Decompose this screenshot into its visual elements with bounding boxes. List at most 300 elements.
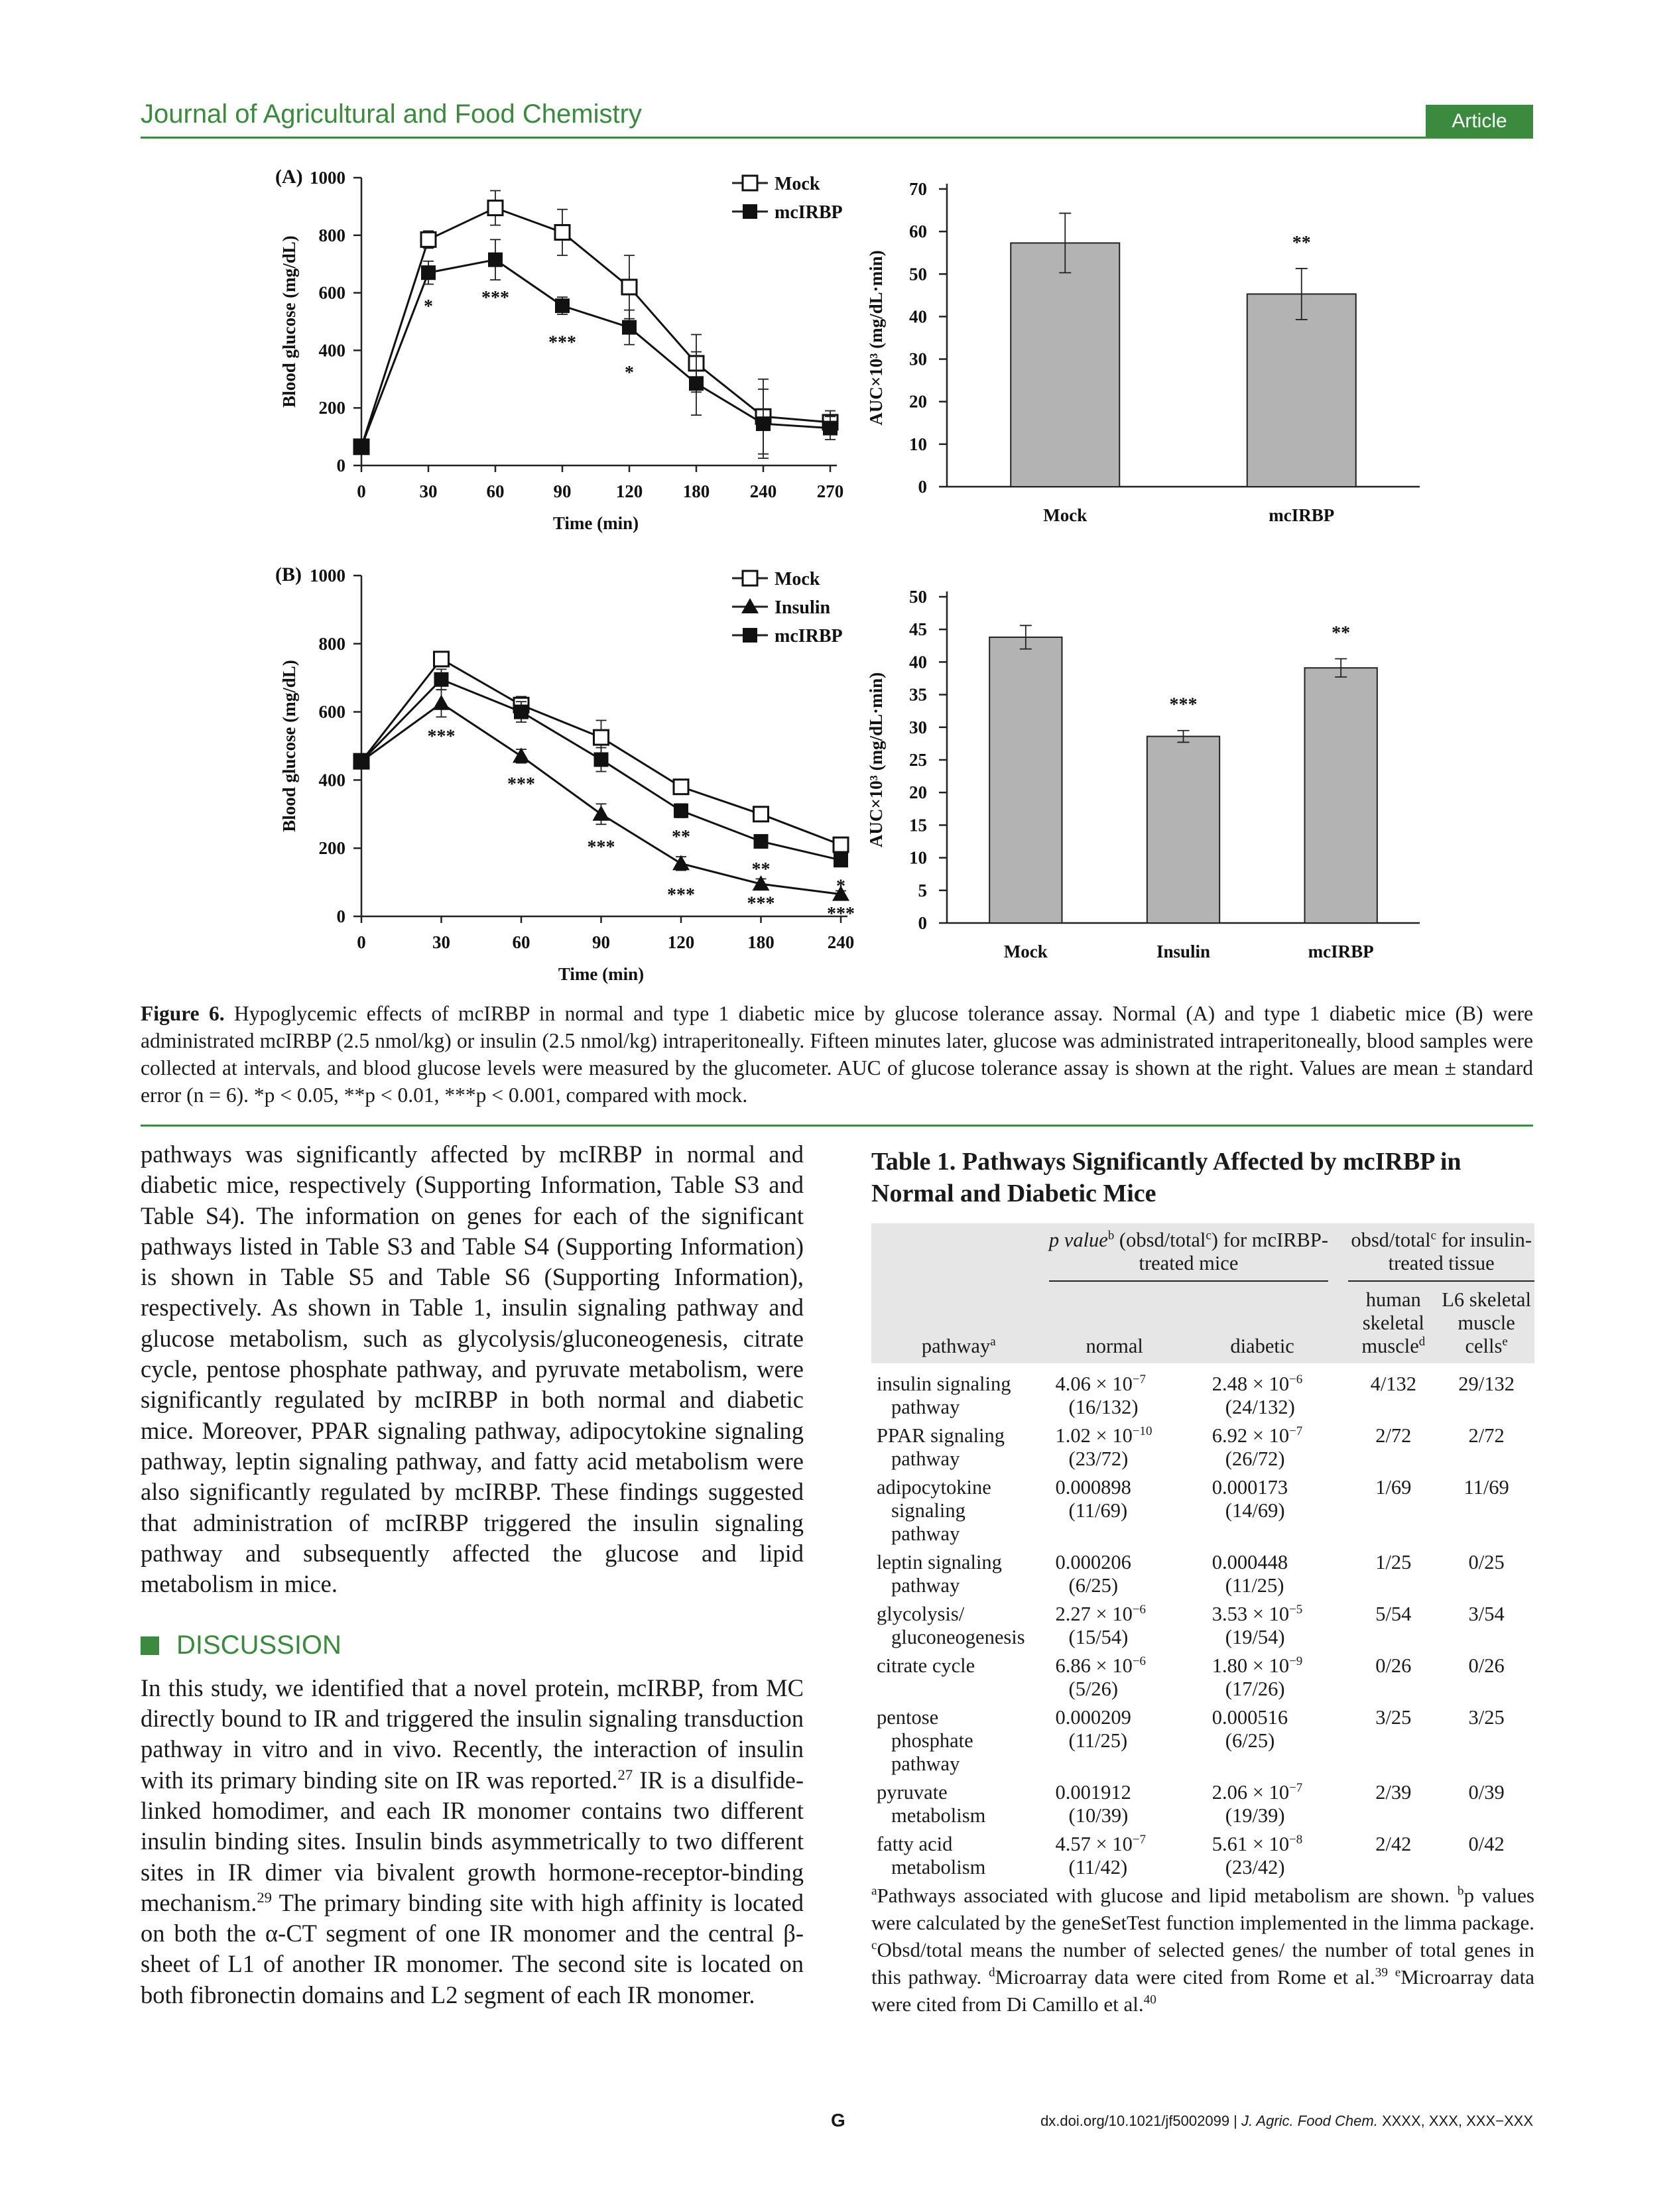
normal-cell <box>1041 1701 1188 1776</box>
normal-pvalue-exp: −7 <box>1132 1372 1146 1386</box>
footnote-c: Obsd/total means the number of selected genes/ the number of total genes in this pathway. <box>871 1938 1534 1989</box>
human-cell: 2/72 <box>1375 1424 1412 1447</box>
header-insulin-end: for insulin-treated tissue <box>1388 1229 1532 1274</box>
pathway-name-3: pathway <box>891 1752 960 1775</box>
normal-count: (15/54) <box>1068 1626 1129 1648</box>
diabetic-count: (19/39) <box>1225 1804 1285 1827</box>
x-tick-label: 180 <box>682 481 710 501</box>
pathway-name-1: insulin signaling <box>877 1373 1011 1395</box>
y-tick-label: 5 <box>918 880 927 900</box>
human-cell: 3/25 <box>1375 1706 1412 1729</box>
heading-square-icon <box>141 1636 159 1655</box>
data-point-insulin <box>593 806 610 821</box>
normal-count: (11/25) <box>1068 1729 1128 1752</box>
x-tick-label: 60 <box>512 932 530 952</box>
normal-count: (16/132) <box>1068 1396 1139 1418</box>
x-tick-label: 90 <box>553 481 572 501</box>
significance-label: ** <box>1332 623 1351 644</box>
bar-mcirbp <box>1247 294 1356 487</box>
y-tick-label: 800 <box>318 225 345 245</box>
pathway-name-2: pathway <box>891 1574 960 1597</box>
col-pathway-sup: a <box>990 1334 996 1349</box>
data-point-mock <box>421 232 436 247</box>
diabetic-cell <box>1188 1701 1337 1776</box>
y-tick-label: 600 <box>318 282 345 303</box>
diabetic-pvalue-base: 1.80 × 10 <box>1212 1654 1290 1677</box>
x-tick-label: 270 <box>816 481 844 501</box>
data-point-mock <box>754 807 769 822</box>
footer-doi[interactable]: dx.doi.org/10.1021/jf5002099 | <box>1040 2113 1242 2129</box>
y-tick-label: 35 <box>909 684 927 705</box>
x-tick-label: 120 <box>615 481 643 501</box>
y-tick-label: 30 <box>909 717 927 737</box>
data-point-insulin <box>433 695 450 710</box>
pathway-cell <box>871 1471 1041 1546</box>
diabetic-cell <box>1188 1827 1337 1879</box>
x-tick-label: 0 <box>357 481 366 501</box>
normal-cell <box>1041 1546 1188 1597</box>
legend-marker-mcirbp <box>743 628 757 643</box>
data-point-mcirbp <box>514 705 529 719</box>
pathway-cell <box>871 1649 1041 1701</box>
category-label: Insulin <box>1156 942 1211 961</box>
pathway-cell <box>871 1776 1041 1827</box>
para2-part-a: In this study, we identified that a novel protein, mcIRBP, from MC directly bound to IR and triggered the insulin signaling transduction pathway in vitro and in vivo. Recently, the interaction of insulin with its primary binding site on IR was reported. <box>141 1674 804 1794</box>
data-point-mcirbp <box>823 421 838 436</box>
normal-cell <box>1041 1363 1188 1419</box>
y-tick-label: 0 <box>336 906 345 926</box>
data-point-mcirbp <box>555 298 570 313</box>
significance-label: *** <box>548 332 576 353</box>
diabetic-pvalue <box>1212 1654 1337 1678</box>
normal-count: (5/26) <box>1068 1678 1119 1700</box>
l6-cell: 0/42 <box>1468 1833 1505 1855</box>
normal-cell <box>1041 1649 1188 1701</box>
normal-count: (6/25) <box>1068 1574 1119 1597</box>
diabetic-pvalue <box>1212 1781 1337 1804</box>
ref-29[interactable]: 29 <box>257 1888 272 1906</box>
data-point-mcirbp <box>754 834 769 849</box>
normal-cell <box>1041 1827 1188 1879</box>
x-tick-label: 120 <box>667 932 695 952</box>
pathway-cell <box>871 1597 1041 1649</box>
diabetic-pvalue-base: 3.53 × 10 <box>1212 1603 1290 1625</box>
normal-pvalue-base: 4.57 × 10 <box>1055 1833 1133 1855</box>
diabetic-pvalue <box>1212 1476 1337 1499</box>
pathway-name-1: adipocytokine <box>877 1476 991 1499</box>
data-point-mcirbp <box>756 416 771 431</box>
y-tick-label: 0 <box>918 477 927 497</box>
y-axis-label: AUC×10³ (mg/dL·min) <box>866 250 886 426</box>
human-cell: 4/132 <box>1370 1373 1417 1395</box>
pathway-name-1: PPAR signaling <box>877 1424 1005 1447</box>
article-badge: Article <box>1426 105 1533 138</box>
diabetic-count: (23/42) <box>1225 1856 1285 1878</box>
table-row <box>871 1419 1534 1471</box>
y-tick-label: 40 <box>909 652 927 672</box>
significance-label: *** <box>427 726 456 747</box>
bar-mcirbp <box>1305 668 1377 923</box>
diabetic-count: (26/72) <box>1225 1447 1285 1470</box>
human-cell: 0/26 <box>1375 1654 1412 1677</box>
data-point-mock <box>434 652 449 666</box>
significance-label: ** <box>751 859 771 881</box>
body-left-column <box>141 1139 804 2010</box>
data-point-mcirbp <box>674 804 688 818</box>
normal-count: (11/42) <box>1068 1856 1128 1878</box>
pathway-cell <box>871 1701 1041 1776</box>
normal-count: (10/39) <box>1068 1804 1129 1827</box>
y-tick-label: 10 <box>909 847 927 868</box>
y-tick-label: 50 <box>909 264 927 284</box>
normal-pvalue <box>1056 1476 1188 1499</box>
ref-40[interactable]: 40 <box>1143 1993 1156 2007</box>
significance-label: *** <box>747 893 775 914</box>
diabetic-pvalue <box>1212 1603 1337 1626</box>
pathway-name-3: pathway <box>891 1522 960 1545</box>
diabetic-pvalue-base: 0.000448 <box>1212 1551 1288 1573</box>
diabetic-count: (14/69) <box>1225 1499 1285 1522</box>
l6-cell: 0/25 <box>1468 1551 1505 1573</box>
para2-part-b: IR is a disulfide-linked homodimer, and each IR monomer contains two different insulin binding sites. Insulin binds asymmetrically to two different sites in IR dimer via bivalent growth hormone-receptor-binding mechanism. <box>141 1766 804 1916</box>
y-tick-label: 25 <box>909 750 927 770</box>
panel-label: (A) <box>275 166 303 188</box>
data-point-mock <box>674 780 688 794</box>
data-point-mcirbp <box>354 754 369 768</box>
legend-marker-mock <box>743 571 757 585</box>
footer-citation <box>1040 2113 1533 2130</box>
data-point-mcirbp <box>488 253 503 267</box>
x-axis-label: Time (min) <box>558 964 645 984</box>
figure-caption <box>141 1000 1533 1109</box>
table-row <box>871 1471 1534 1546</box>
l6-cell: 3/54 <box>1468 1603 1505 1625</box>
normal-pvalue-base: 0.000206 <box>1055 1551 1131 1573</box>
data-point-mcirbp <box>421 265 436 280</box>
data-point-mock <box>622 280 637 294</box>
legend-label: mcIRBP <box>775 626 843 646</box>
y-tick-label: 40 <box>909 306 927 327</box>
normal-pvalue-exp: −6 <box>1132 1654 1146 1668</box>
table-1 <box>871 1223 1534 1879</box>
body-paragraph-1: pathways was significantly affected by mcIRBP in normal and diabetic mice, respectively (Supporting Information, Table S3 and Table S4). The information on genes for each of the significant pathways listed in Table S3 and Table S4 (Supporting Information) is shown in Table S5 and Table S6 (Supporting Information), respectively. As shown in Table 1, insulin signaling pathway and glucose metabolism, such as glycolysis/gluconeogenesis, citrate cycle, pentose phosphate pathway, and pyruvate metabolism, were significantly regulated by mcIRBP in both normal and diabetic mice. Moreover, PPAR signaling pathway, adipocytokine signaling pathway, leptin signaling pathway, and fatty acid metabolism were also significantly regulated by mcIRBP. These findings suggested that administration of mcIRBP triggered the insulin signaling pathway and subsequently affected the glucose and lipid metabolism in mice. <box>141 1140 804 1598</box>
legend-marker-mock <box>743 176 757 190</box>
diabetic-pvalue-base: 0.000516 <box>1212 1706 1288 1729</box>
col-normal: normal <box>1041 1288 1188 1363</box>
l6-cell: 3/25 <box>1468 1706 1505 1729</box>
data-point-mcirbp <box>689 376 704 391</box>
x-tick-label: 240 <box>749 481 777 501</box>
human-cell: 2/42 <box>1375 1833 1412 1855</box>
pathway-name-1: fatty acid <box>877 1833 953 1855</box>
y-tick-label: 400 <box>318 770 345 790</box>
normal-cell <box>1041 1776 1188 1827</box>
y-tick-label: 400 <box>318 340 345 361</box>
pathway-name-1: leptin signaling <box>877 1551 1002 1573</box>
header-group-mcirbp <box>1041 1223 1337 1288</box>
bar-mock <box>1011 243 1119 487</box>
diabetic-count: (19/54) <box>1225 1626 1285 1648</box>
diabetic-pvalue-exp: −6 <box>1289 1372 1303 1386</box>
diabetic-pvalue-base: 5.61 × 10 <box>1212 1833 1290 1855</box>
y-axis-label: Blood glucose (mg/dL) <box>279 235 299 408</box>
human-cell: 1/25 <box>1375 1551 1412 1573</box>
human-cell: 1/69 <box>1375 1476 1412 1499</box>
category-label: Mock <box>1003 942 1048 961</box>
normal-cell <box>1041 1597 1188 1649</box>
table-row <box>871 1701 1534 1776</box>
normal-pvalue-exp: −6 <box>1132 1602 1146 1617</box>
pathway-name-2: pathway <box>891 1396 960 1418</box>
col-l6-sup: e <box>1502 1334 1508 1349</box>
diabetic-count: (6/25) <box>1225 1729 1275 1752</box>
pathway-cell <box>871 1827 1041 1879</box>
normal-pvalue <box>1056 1706 1188 1729</box>
data-point-mock <box>555 225 570 239</box>
x-tick-label: 90 <box>592 932 610 952</box>
normal-cell <box>1041 1471 1188 1546</box>
footer-journal: J. Agric. Food Chem. <box>1241 2113 1378 2129</box>
y-tick-label: 0 <box>336 456 345 475</box>
table-row <box>871 1827 1534 1879</box>
y-axis-label: Blood glucose (mg/dL) <box>279 660 299 832</box>
y-tick-label: 30 <box>909 349 927 369</box>
pathway-name-2: pathway <box>891 1447 960 1470</box>
pathway-name-2: phosphate <box>891 1729 973 1752</box>
header-obsd-total: obsd/total <box>1351 1229 1431 1251</box>
data-point-mcirbp <box>354 440 369 454</box>
normal-cell <box>1041 1419 1188 1471</box>
col-pathway <box>871 1288 1041 1363</box>
bar-mock <box>989 637 1062 923</box>
y-tick-label: 45 <box>909 619 927 640</box>
normal-pvalue <box>1056 1424 1188 1447</box>
diabetic-pvalue-base: 2.48 × 10 <box>1212 1373 1290 1395</box>
footnote-b: p values were calculated by the geneSetTest function implemented in the limma package. <box>871 1884 1534 1934</box>
table-header-row-1 <box>871 1223 1534 1288</box>
body-paragraph-2 <box>141 1673 804 2010</box>
y-tick-label: 15 <box>909 815 927 835</box>
diabetic-cell <box>1188 1546 1337 1597</box>
legend-label: Mock <box>775 569 820 589</box>
data-point-mock <box>594 730 609 745</box>
col-human <box>1336 1288 1438 1363</box>
significance-label: * <box>836 876 845 897</box>
normal-pvalue <box>1056 1373 1188 1396</box>
y-tick-label: 200 <box>318 838 345 859</box>
footnote-a: Pathways associated with glucose and lipid metabolism are shown. <box>877 1884 1450 1907</box>
diabetic-pvalue <box>1212 1373 1337 1396</box>
header-group-insulin <box>1336 1223 1534 1288</box>
ref-39[interactable]: 39 <box>1375 1965 1388 1980</box>
y-tick-label: 1000 <box>310 566 345 585</box>
data-point-mcirbp <box>594 753 609 767</box>
col-l6-label: L6 skeletal muscle cells <box>1442 1288 1531 1357</box>
col-pathway-label: pathway <box>921 1335 991 1357</box>
pathways-table <box>871 1223 1534 1879</box>
normal-count: (11/69) <box>1068 1499 1128 1522</box>
normal-pvalue <box>1056 1781 1188 1804</box>
diabetic-pvalue-exp: −7 <box>1289 1424 1303 1438</box>
table-row <box>871 1363 1534 1419</box>
caption-label: Figure 6. <box>141 1002 225 1025</box>
human-cell: 5/54 <box>1375 1603 1412 1625</box>
data-point-insulin <box>672 855 690 870</box>
table-row <box>871 1649 1534 1701</box>
data-point-mcirbp <box>434 672 449 687</box>
panel-label: (B) <box>275 564 302 585</box>
diabetic-pvalue-base: 6.92 × 10 <box>1212 1424 1290 1447</box>
category-label: mcIRBP <box>1269 505 1335 525</box>
diabetic-cell <box>1188 1419 1337 1471</box>
significance-label: *** <box>827 903 855 924</box>
header-empty-cell <box>871 1223 1041 1288</box>
table-footnotes: $^a$Pathways associated with glucose and lipid metabolism are shown. $^b$p values were calculated by the geneSetTest function implemented in the limma package. $^c$Obsd/total means the number of selected genes/ the number of total genes in this pathway. $^d$Microarray data were cited from Rome et al.$^{39}$ $^e$Microarray data were cited from Di Camillo et al.$^{40}$ <box>871 1884 1534 2016</box>
data-point-insulin <box>513 747 530 763</box>
y-tick-label: 20 <box>909 782 927 803</box>
significance-label: * <box>625 362 634 383</box>
data-point-mcirbp <box>834 853 848 867</box>
diabetic-cell <box>1188 1471 1337 1546</box>
table-row <box>871 1597 1534 1649</box>
normal-pvalue-base: 4.06 × 10 <box>1055 1373 1133 1395</box>
col-human-sup: d <box>1418 1334 1426 1349</box>
y-tick-label: 800 <box>318 633 345 654</box>
normal-pvalue <box>1056 1654 1188 1678</box>
footnote-d: Microarray data were cited from Rome et al. <box>995 1965 1375 1989</box>
header-p: p value <box>1048 1229 1108 1251</box>
normal-pvalue-base: 1.02 × 10 <box>1055 1424 1133 1447</box>
x-tick-label: 180 <box>747 932 775 952</box>
diabetic-pvalue-exp: −9 <box>1289 1654 1303 1668</box>
y-tick-label: 600 <box>318 702 345 722</box>
diabetic-pvalue <box>1212 1833 1337 1856</box>
l6-cell: 29/132 <box>1458 1373 1515 1395</box>
legend-label: mcIRBP <box>775 202 843 223</box>
y-tick-label: 10 <box>909 434 927 454</box>
significance-label: *** <box>587 837 615 858</box>
footnote-e: Microarray data were cited from Di Camillo et al. <box>871 1965 1534 2016</box>
x-tick-label: 0 <box>357 932 366 952</box>
normal-pvalue-base: 0.001912 <box>1055 1781 1131 1804</box>
diabetic-pvalue-exp: −5 <box>1289 1602 1303 1617</box>
col-diabetic: diabetic <box>1188 1288 1337 1363</box>
diabetic-cell <box>1188 1597 1337 1649</box>
pathway-name-2: metabolism <box>891 1804 986 1827</box>
l6-cell: 11/69 <box>1463 1476 1509 1499</box>
discussion-heading <box>141 1630 804 1660</box>
discussion-heading-text: DISCUSSION <box>176 1630 342 1660</box>
figure-6 <box>0 0 1679 995</box>
header-obsd: (obsd/total <box>1114 1229 1206 1251</box>
normal-pvalue-base: 6.86 × 10 <box>1055 1654 1133 1677</box>
pathway-name-1: pentose <box>877 1706 939 1729</box>
category-label: mcIRBP <box>1308 942 1374 961</box>
significance-label: *** <box>481 288 509 309</box>
normal-count: (23/72) <box>1068 1447 1129 1470</box>
x-tick-label: 60 <box>486 481 505 501</box>
header-sup-c2: c <box>1430 1228 1437 1243</box>
normal-pvalue-base: 0.000898 <box>1055 1476 1131 1499</box>
x-tick-label: 30 <box>432 932 450 952</box>
y-tick-label: 20 <box>909 391 927 412</box>
footer-volume: XXXX, XXX, XXX−XXX <box>1377 2113 1533 2129</box>
table-row <box>871 1776 1534 1827</box>
y-tick-label: 60 <box>909 221 927 242</box>
normal-pvalue-base: 0.000209 <box>1055 1706 1131 1729</box>
pathway-name-1: pyruvate <box>877 1781 948 1804</box>
legend-label: Mock <box>775 174 820 194</box>
header-sup-b: b <box>1107 1228 1115 1243</box>
diabetic-count: (17/26) <box>1225 1678 1285 1700</box>
diabetic-cell <box>1188 1776 1337 1827</box>
diabetic-pvalue-exp: −7 <box>1289 1780 1303 1795</box>
diabetic-cell <box>1188 1649 1337 1701</box>
x-axis-label: Time (min) <box>552 513 639 533</box>
human-cell: 2/39 <box>1375 1781 1412 1804</box>
y-axis-label: AUC×10³ (mg/dL·min) <box>866 672 886 848</box>
header-mcirbp-end: ) for mcIRBP-treated mice <box>1139 1229 1328 1274</box>
l6-cell: 0/39 <box>1468 1781 1505 1804</box>
significance-label: ** <box>1292 232 1311 253</box>
significance-label: *** <box>1169 694 1198 715</box>
data-point-mock <box>834 837 848 852</box>
para2-part-c: The primary binding site with high affinity is located on both the α-CT segment of one IR monomer and the central β-sheet of L1 of another IR monomer. The second site is located on both fibronectin domains and L2 segment of each IR monomer. <box>141 1888 804 2008</box>
diabetic-pvalue <box>1212 1551 1337 1574</box>
journal-title: Journal of Agricultural and Food Chemistry <box>141 99 642 129</box>
l6-cell: 0/26 <box>1468 1654 1505 1677</box>
y-tick-label: 50 <box>909 587 927 607</box>
legend-marker-mcirbp <box>743 204 757 219</box>
diabetic-pvalue-base: 0.000173 <box>1212 1476 1288 1499</box>
l6-cell: 2/72 <box>1468 1424 1505 1447</box>
normal-pvalue <box>1056 1551 1188 1574</box>
pathway-name-1: glycolysis/ <box>877 1603 965 1625</box>
normal-pvalue-exp: −10 <box>1132 1424 1152 1438</box>
y-tick-label: 1000 <box>310 168 345 188</box>
legend-label: Insulin <box>775 597 831 618</box>
data-point-mcirbp <box>622 320 637 335</box>
x-tick-label: 30 <box>419 481 438 501</box>
normal-pvalue <box>1056 1603 1188 1626</box>
pathway-name-2: gluconeogenesis <box>891 1626 1025 1648</box>
caption-rule <box>141 1125 1533 1127</box>
page-number: G <box>831 2110 845 2130</box>
pathway-name-2: metabolism <box>891 1856 986 1878</box>
y-tick-label: 70 <box>909 179 927 199</box>
pathway-cell <box>871 1546 1041 1597</box>
significance-label: *** <box>507 774 535 795</box>
col-human-label: human skeletal muscle <box>1361 1288 1424 1357</box>
diabetic-pvalue-exp: −8 <box>1289 1832 1303 1847</box>
y-tick-label: 0 <box>918 913 927 933</box>
table-title: Table 1. Pathways Significantly Affected by mcIRBP in Normal and Diabetic Mice <box>871 1148 1461 1207</box>
category-label: Mock <box>1043 505 1088 525</box>
diabetic-count: (24/132) <box>1225 1396 1295 1418</box>
significance-label: ** <box>672 827 690 848</box>
diabetic-count: (11/25) <box>1225 1574 1284 1597</box>
y-tick-label: 200 <box>318 398 345 418</box>
caption-text: Hypoglycemic effects of mcIRBP in normal and type 1 diabetic mice by glucose tolerance assay. Normal (A) and type 1 diabetic mice (B) were administrated mcIRBP (2.5 nmol/kg) or insulin (2.5 nmol/kg) intraperitoneally. Fifteen minutes later, glucose was administrated intraperitoneally, blood samples were collected at intervals, and blood glucose levels were measured by the glucometer. AUC of glucose tolerance assay is shown at the right. Values are mean ± standard error (n = 6). *p < 0.05, **p < 0.01, ***p < 0.001, compared with mock. <box>141 1002 1534 1107</box>
header-sup-c: c <box>1206 1228 1212 1243</box>
ref-27[interactable]: 27 <box>617 1766 633 1783</box>
table-header-row-2 <box>871 1288 1534 1363</box>
diabetic-pvalue <box>1212 1706 1337 1729</box>
x-tick-label: 240 <box>827 932 855 952</box>
table-row <box>871 1546 1534 1597</box>
pathway-name-2: signaling <box>891 1499 965 1522</box>
pathway-name-1: citrate cycle <box>877 1654 975 1677</box>
